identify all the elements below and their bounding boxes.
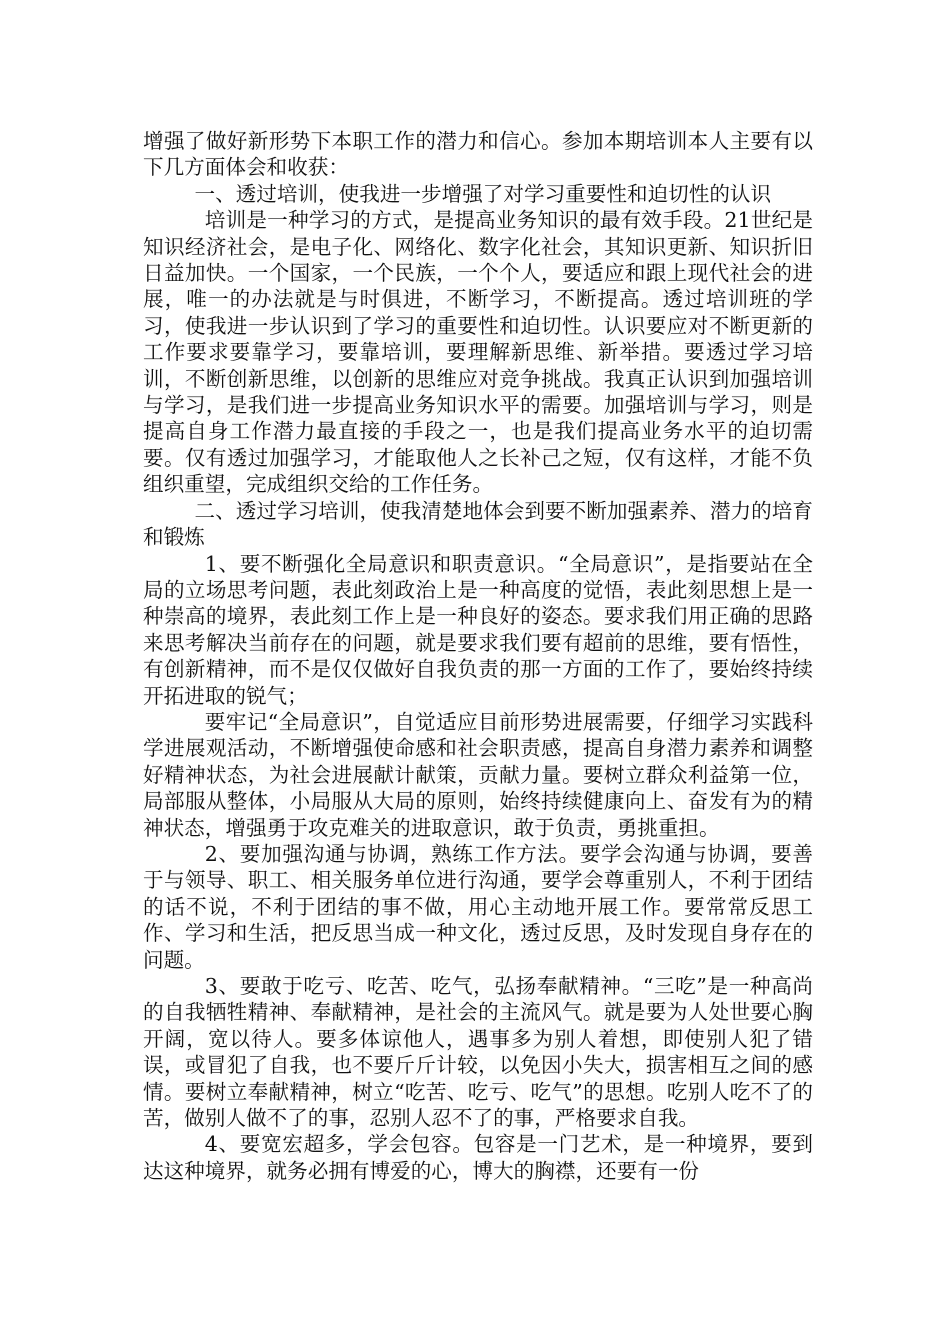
paragraph-training-learning: 培训是一种学习的方式，是提高业务知识的最有效手段。21世纪是知识经济社会，是电子化、网络化、数字化社会，其知识更新、知识折旧日益加快。一个国家，一个民族，一个个人，要适应和跟上现代社会的进展，唯一的办法就是与时俱进，不断学习，不断提高。透过培训班的学习，使我进一步认识到了学习的重要性和迫切性。认识要应对不断更新的工作要求要靠学习，要靠培训，要理解新思维、新举措。要透过学习培训，不断创新思维，以创新的思维应对竞争挑战。我真正认识到加强培训与学习，是我们进一步提高业务知识水平的需要。加强培训与学习，则是提高自身工作潜力最直接的手段之一，也是我们提高业务水平的迫切需要。仅有透过加强学习，才能取他人之长补己之短，仅有这样，才能不负组织重望，完成组织交给的工作任务。 xyxy=(143,208,813,497)
paragraph-point-2: 2、要加强沟通与协调，熟练工作方法。要学会沟通与协调，要善于与领导、职工、相关服务单位进行沟通，要学会尊重别人，不利于团结的话不说，不利于团结的事不做，用心主动地开展工作。要常常反思工作、学习和生活，把反思当成一种文化，透过反思，及时发现自身存在的问题。 xyxy=(143,841,813,972)
paragraph-global-awareness: 要牢记“全局意识”，自觉适应目前形势进展需要，仔细学习实践科学进展观活动，不断增强使命感和社会职责感，提高自身潜力素养和调整好精神状态，为社会进展献计献策，贡献力量。要树立群众利益第一位，局部服从整体，小局服从大局的原则，始终持续健康向上、奋发有为的精神状态，增强勇于攻克难关的进取意识，敢于负责，勇挑重担。 xyxy=(143,709,813,840)
document-body xyxy=(143,128,813,1184)
paragraph-point-1: 1、要不断强化全局意识和职责意识。“全局意识”，是指要站在全局的立场思考问题，表此刻政治上是一种高度的觉悟，表此刻思想上是一种崇高的境界，表此刻工作上是一种良好的姿态。要求我们用正确的思路来思考解决当前存在的问题，就是要求我们要有超前的思维，要有悟性，有创新精神，而不是仅仅做好自我负责的那一方面的工作了，要始终持续开拓进取的锐气； xyxy=(143,551,813,708)
paragraph-point-3: 3、要敢于吃亏、吃苦、吃气，弘扬奉献精神。“三吃”是一种高尚的自我牺牲精神、奉献精神，是社会的主流风气。就是要为人处世要心胸开阔，宽以待人。要多体谅他人，遇事多为别人着想，即使别人犯了错误，或冒犯了自我，也不要斤斤计较，以免因小失大，损害相互之间的感情。要树立奉献精神，树立“吃苦、吃亏、吃气”的思想。吃别人吃不了的苦，做别人做不了的事，忍别人忍不了的事，严格要求自我。 xyxy=(143,974,813,1131)
paragraph-point-4: 4、要宽宏超多，学会包容。包容是一门艺术，是一种境界，要到达这种境界，就务必拥有博爱的心，博大的胸襟，还要有一份 xyxy=(143,1132,813,1183)
heading-section-1: 一、透过培训，使我进一步增强了对学习重要性和迫切性的认识 xyxy=(194,181,772,206)
paragraph-intro: 增强了做好新形势下本职工作的潜力和信心。参加本期培训本人主要有以下几方面体会和收获： xyxy=(143,129,813,180)
heading-section-2: 二、透过学习培训，使我清楚地体会到要不断加强素养、潜力的培育和锻炼 xyxy=(143,498,813,550)
